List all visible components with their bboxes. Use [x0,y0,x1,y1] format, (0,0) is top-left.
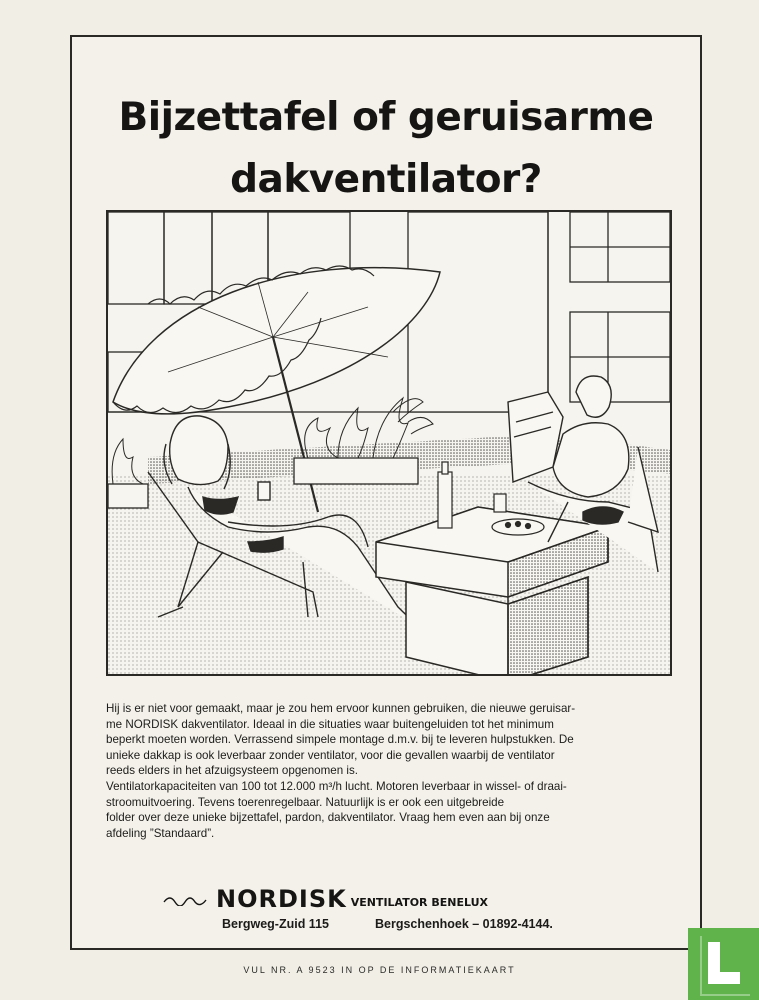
body-line: me NORDISK dakventilator. Ideaal in die situaties waar buitengeluiden tot het minimum [106,717,554,731]
advertisement-frame [70,35,702,950]
rooftop-ventilator-table [376,507,608,674]
headline-line-2: dakventilator? [230,157,542,202]
headline-line-1: Bijzettafel of geruisarme [118,95,654,140]
headline [72,87,700,211]
rooftop-terrace-illustration [106,210,672,676]
brand-subtitle: VENTILATOR BENELUX [350,896,489,909]
body-line: Ventilatorkapaciteiten van 100 tot 12.000 m³/h lucht. Motoren leverbaar in wissel- of draai- [106,779,567,793]
body-copy [106,701,672,841]
address-city-phone: Bergschenhoek – 01892-4144. [375,917,553,931]
body-line: Hij is er niet voor gemaakt, maar je zou hem ervoor kunnen gebruiken, die nieuwe geruisar- [106,702,576,715]
nordisk-wave-logo-icon [162,892,208,906]
footer-note: VUL NR. A 9523 IN OP DE INFORMATIEKAART [243,965,516,975]
brand-logo [162,884,488,914]
corner-logo-icon [688,928,759,1000]
body-line: folder over deze unieke bijzettafel, pardon, dakventilator. Vraag hem even aan bij onze [106,811,550,825]
body-line: unieke dakkap is ook leverbaar zonder ventilator, voor die gevallen waarbij de ventilator [106,748,555,762]
body-line: beperkt moeten worden. Verrassend simpele montage d.m.v. bij te leveren hulpstukken. De [106,733,574,747]
address-street: Bergweg-Zuid 115 [222,917,329,931]
body-line: stroomuitvoering. Tevens toerenregelbaar. Natuurlijk is er ook een uitgebreide [106,795,505,809]
brand-name: NORDISK [216,885,347,913]
body-line: afdeling ”Standaard”. [106,826,215,840]
illustration-drawing [108,212,670,674]
body-line: reeds elders in het afzuigsysteem opgenomen is. [106,764,358,778]
